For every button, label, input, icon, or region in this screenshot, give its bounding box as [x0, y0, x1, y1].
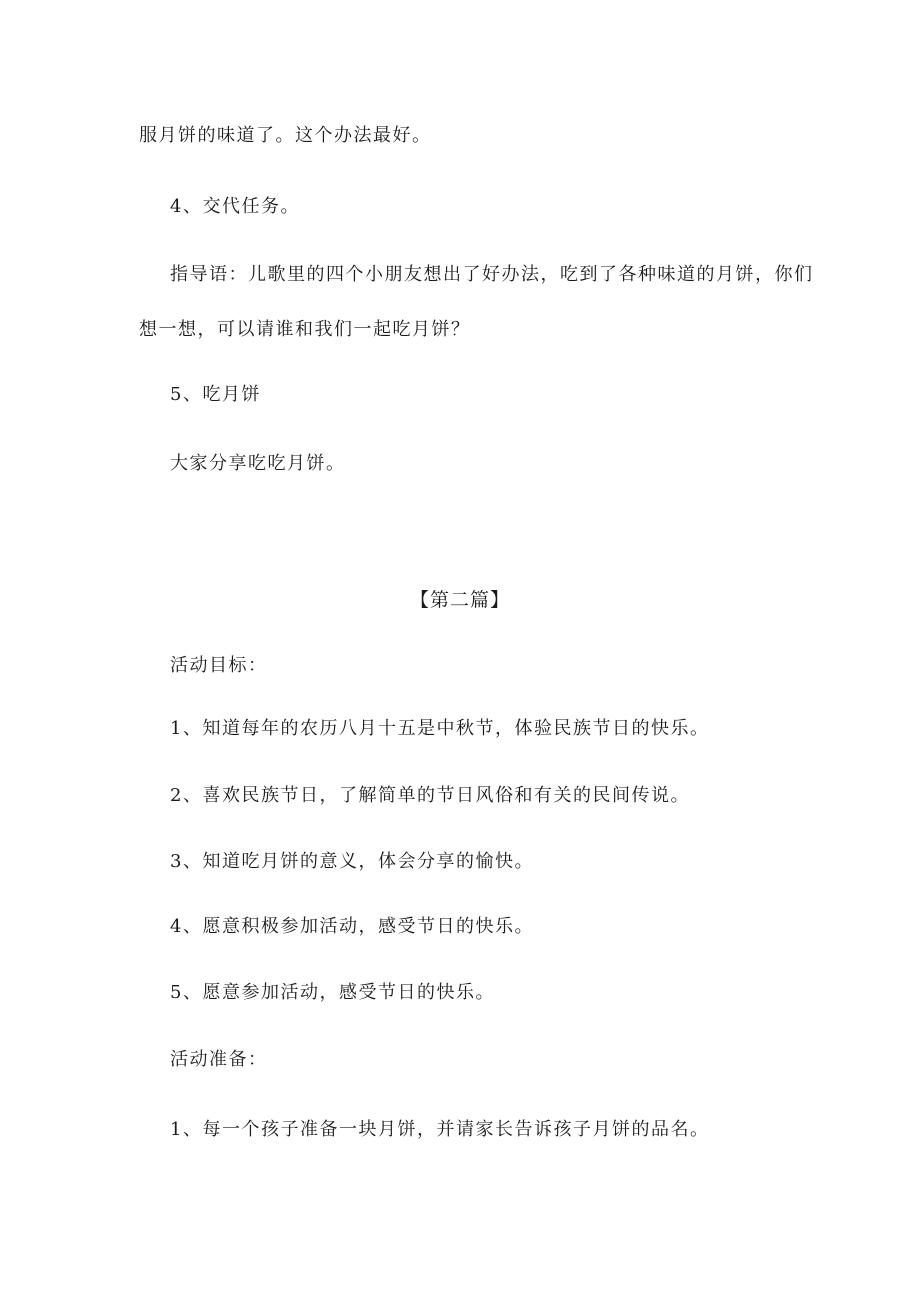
section-heading: 【第二篇】: [409, 589, 510, 611]
goal-item-1: 1、知道每年的农历八月十五是中秋节，体验民族节日的快乐。: [170, 718, 710, 739]
goal-item-4: 4、愿意积极参加活动，感受节日的快乐。: [170, 916, 534, 937]
guidance-line-2: 想一想，可以请谁和我们一起吃月饼？: [139, 319, 471, 340]
prep-label: 活动准备：: [170, 1049, 268, 1070]
goal-item-2: 2、喜欢民族节日，了解简单的节日风俗和有关的民间传说。: [170, 785, 690, 806]
paragraph-continuation: 服月饼的味道了。这个办法最好。: [139, 125, 432, 146]
goal-item-5: 5、愿意参加活动，感受节日的快乐。: [170, 982, 495, 1003]
step-5-title: 5、吃月饼: [170, 384, 261, 405]
step-4-title: 4、交代任务。: [170, 196, 300, 217]
step-5-text: 大家分享吃吃月饼。: [170, 453, 346, 474]
goal-item-3: 3、知道吃月饼的意义，体会分享的愉快。: [170, 851, 534, 872]
goals-label: 活动目标：: [170, 655, 268, 676]
guidance-line-1: 指导语：儿歌里的四个小朋友想出了好办法，吃到了各种味道的月饼，你们: [170, 264, 814, 285]
prep-item-1: 1、每一个孩子准备一块月饼，并请家长告诉孩子月饼的品名。: [170, 1119, 710, 1140]
